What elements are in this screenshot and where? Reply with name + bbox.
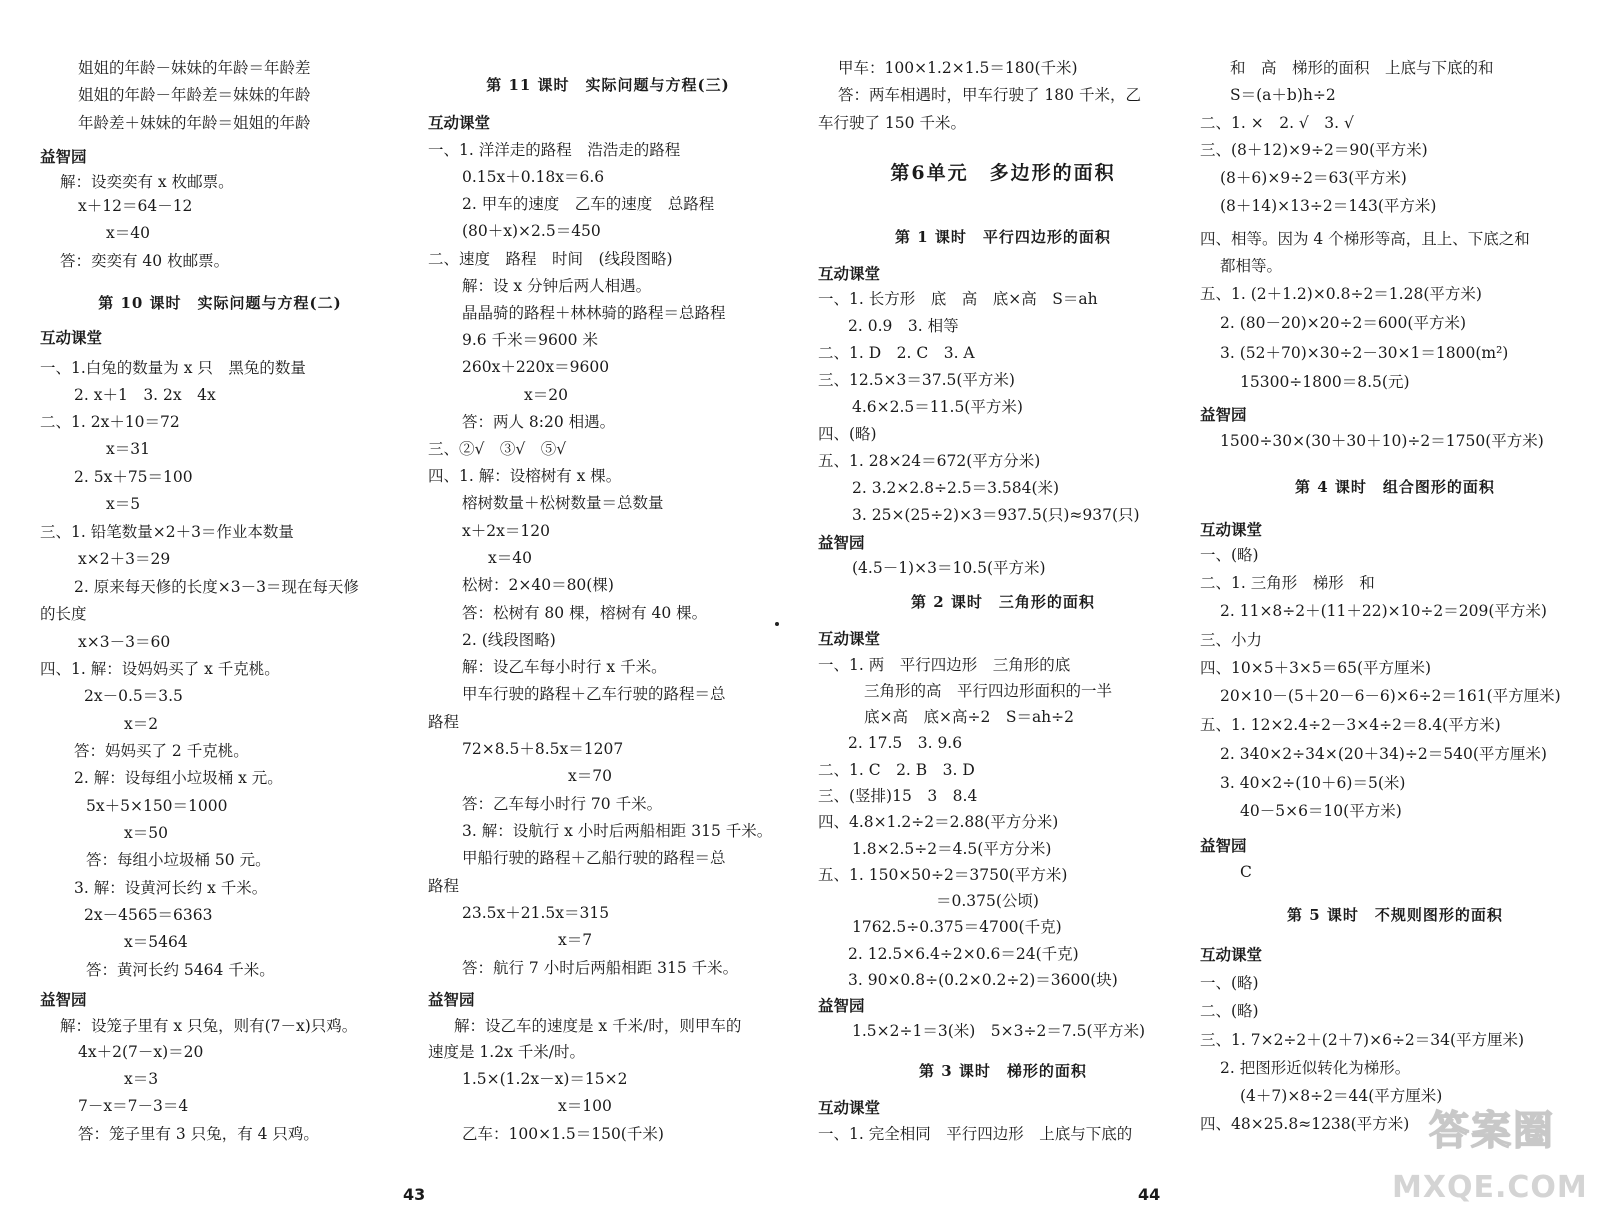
- answer-line: 五、1. 28×24＝672(平方分米): [818, 452, 1041, 470]
- answer-line: x＋12＝64－12: [78, 197, 193, 215]
- answer-line: 二、速度 路程 时间 (线段图略): [428, 250, 673, 268]
- answer-line: 2. 340×2÷34×(20＋34)÷2＝540(平方厘米): [1220, 745, 1547, 763]
- answer-line: 7－x＝7－3＝4: [78, 1097, 189, 1115]
- answer-line: 年龄差＋妹妹的年龄＝姐姐的年龄: [78, 114, 311, 132]
- answer-line: 2. 把图形近似转化为梯形。: [1220, 1059, 1411, 1077]
- answer-line: x＝5464: [124, 933, 188, 951]
- section-heading: 互动课堂: [1200, 945, 1263, 964]
- lesson-heading: 第 11 课时 实际问题与方程(三): [486, 76, 730, 94]
- answer-line: 三、②√ ③√ ⑤√: [428, 440, 567, 458]
- watermark-url: MXQE.COM: [1392, 1170, 1588, 1205]
- section-heading: 益智园: [1200, 405, 1247, 424]
- answer-line: 1.5×2÷1＝3(米) 5×3÷2＝7.5(平方米): [852, 1022, 1146, 1040]
- answer-line: 0.15x＋0.18x＝6.6: [462, 168, 605, 186]
- answer-line: 答：两人 8:20 相遇。: [462, 413, 616, 431]
- answer-line: 3. (52＋70)×30÷2－30×1＝1800(m²): [1220, 344, 1509, 362]
- answer-line: 1.5×(1.2x－x)＝15×2: [462, 1070, 628, 1088]
- answer-line: 晶晶骑的路程＋林林骑的路程＝总路程: [462, 304, 726, 322]
- answer-line: 40－5×6＝10(平方米): [1240, 802, 1402, 820]
- answer-line: 松树：2×40＝80(棵): [462, 576, 614, 594]
- answer-line: 甲车：100×1.2×1.5＝180(千米): [838, 59, 1078, 77]
- answer-line: 二、1. 2x＋10＝72: [40, 413, 180, 431]
- answer-line: 五、1. (2＋1.2)×0.8÷2＝1.28(平方米): [1200, 285, 1482, 303]
- answer-line: 路程: [428, 877, 460, 895]
- answer-line: 四、10×5＋3×5＝65(平方厘米): [1200, 659, 1432, 677]
- answer-line: 2. 甲车的速度 乙车的速度 总路程: [462, 195, 715, 213]
- answer-line: 一、1. 洋洋走的路程 浩浩走的路程: [428, 141, 681, 159]
- answer-line: 3. 90×0.8÷(0.2×0.2÷2)＝3600(块): [848, 971, 1118, 989]
- answer-line: 3. 40×2÷(10＋6)＝5(米): [1220, 774, 1406, 792]
- answer-line: 20×10－(5＋20－6－6)×6÷2＝161(平方厘米): [1220, 687, 1561, 705]
- answer-line: 五、1. 150×50÷2＝3750(平方米): [818, 866, 1068, 884]
- section-heading: 互动课堂: [818, 629, 881, 648]
- watermark-logo: 答案圈: [1429, 1107, 1555, 1154]
- answer-line: 甲车行驶的路程＋乙车行驶的路程＝总: [462, 685, 726, 703]
- lesson-heading: 第 1 课时 平行四边形的面积: [895, 228, 1111, 246]
- answer-line: 4.6×2.5＝11.5(平方米): [852, 398, 1023, 416]
- answer-line: 2. 解：设每组小垃圾桶 x 元。: [74, 769, 283, 787]
- answer-line: 一、(略): [1200, 974, 1259, 992]
- answer-line: 底×高 底×高÷2 S＝ah÷2: [864, 708, 1075, 726]
- section-heading: 益智园: [818, 996, 865, 1015]
- answer-line: 一、1.白兔的数量为 x 只 黑兔的数量: [40, 359, 306, 377]
- answer-line: x＝20: [524, 386, 568, 404]
- answer-line: 三、(8＋12)×9÷2＝90(平方米): [1200, 141, 1428, 159]
- answer-line: x＝5: [106, 495, 141, 513]
- section-heading: 互动课堂: [1200, 520, 1263, 539]
- answer-line: 3. 25×(25÷2)×3＝937.5(只)≈937(只): [852, 506, 1140, 524]
- answer-line: x＝40: [106, 224, 150, 242]
- answer-line: S＝(a＋b)h÷2: [1230, 86, 1336, 104]
- answer-line: 四、4.8×1.2÷2＝2.88(平方分米): [818, 813, 1059, 831]
- answer-line: 260x＋220x＝9600: [462, 358, 610, 376]
- answer-line: 答：妈妈买了 2 千克桃。: [74, 742, 249, 760]
- answer-line: 四、(略): [818, 425, 877, 443]
- answer-line: 1.8×2.5÷2＝4.5(平方分米): [852, 840, 1052, 858]
- answer-line: 速度是 1.2x 千米/时。: [428, 1043, 585, 1061]
- answer-line: (4＋7)×8÷2＝44(平方厘米): [1240, 1087, 1443, 1105]
- answer-line: 路程: [428, 713, 460, 731]
- answer-line: 2x－4565＝6363: [84, 906, 213, 924]
- answer-line: 答：航行 7 小时后两船相距 315 千米。: [462, 959, 739, 977]
- answer-line: x＝50: [124, 824, 168, 842]
- lesson-heading: 第 5 课时 不规则图形的面积: [1287, 906, 1503, 924]
- answer-line: 2. (80－20)×20÷2＝600(平方米): [1220, 314, 1466, 332]
- answer-line: C: [1240, 863, 1252, 881]
- watermark: [1390, 1088, 1590, 1208]
- answer-line: 3. 解：设航行 x 小时后两船相距 315 千米。: [462, 822, 773, 840]
- answer-line: 三、(竖排)15 3 8.4: [818, 787, 978, 805]
- answer-line: 解：设 x 分钟后两人相遇。: [462, 277, 652, 295]
- answer-line: 二、(略): [1200, 1002, 1259, 1020]
- answer-line: 三、1. 铅笔数量×2＋3＝作业本数量: [40, 523, 294, 541]
- answer-line: x＝40: [488, 549, 532, 567]
- answer-line: 2. 11×8÷2＋(11＋22)×10÷2＝209(平方米): [1220, 602, 1547, 620]
- answer-line: 5x＋5×150＝1000: [86, 797, 228, 815]
- section-heading: 互动课堂: [818, 1098, 881, 1117]
- answer-line: 3. 解：设黄河长约 x 千米。: [74, 879, 268, 897]
- lesson-heading: 第 4 课时 组合图形的面积: [1295, 478, 1495, 496]
- answer-line: 甲船行驶的路程＋乙船行驶的路程＝总: [462, 849, 726, 867]
- answer-line: (80＋x)×2.5＝450: [462, 222, 601, 240]
- answer-line: 解：设乙车的速度是 x 千米/时，则甲车的: [454, 1017, 742, 1035]
- answer-line: 姐姐的年龄－妹妹的年龄＝年龄差: [78, 59, 311, 77]
- answer-line: 答：每组小垃圾桶 50 元。: [86, 851, 271, 869]
- answer-line: 2. (线段图略): [462, 631, 556, 649]
- answer-line: 二、1. × 2. √ 3. √: [1200, 114, 1354, 132]
- answer-line: x＝70: [568, 767, 612, 785]
- answer-line: 2. 5x＋75＝100: [74, 468, 193, 486]
- section-heading: 互动课堂: [40, 328, 103, 347]
- answer-line: x＝31: [106, 440, 150, 458]
- section-heading: 益智园: [40, 990, 87, 1009]
- answer-line: x×2＋3＝29: [78, 550, 171, 568]
- answer-line: 四、1. 解：设榕树有 x 棵。: [428, 467, 622, 485]
- lesson-heading: 第 2 课时 三角形的面积: [911, 593, 1095, 611]
- section-heading: 益智园: [40, 147, 87, 166]
- answer-line: 2. 3.2×2.8÷2.5＝3.584(米): [852, 479, 1060, 497]
- answer-line: x＝2: [124, 715, 159, 733]
- answer-line: 1500÷30×(30＋30＋10)÷2＝1750(平方米): [1220, 432, 1544, 450]
- answer-line: 2. 12.5×6.4÷2×0.6＝24(千克): [848, 945, 1079, 963]
- answer-line: 五、1. 12×2.4÷2－3×4÷2＝8.4(平方米): [1200, 716, 1501, 734]
- answer-line: x＝7: [558, 931, 593, 949]
- answer-line: x＋2x＝120: [462, 522, 550, 540]
- lesson-heading: 第 3 课时 梯形的面积: [919, 1062, 1087, 1080]
- answer-line: 1762.5÷0.375＝4700(千克): [852, 918, 1062, 936]
- answer-line: 榕树数量＋松树数量＝总数量: [462, 494, 664, 512]
- answer-line: 4x＋2(7－x)＝20: [78, 1043, 204, 1061]
- answer-line: 9.6 千米＝9600 米: [462, 331, 598, 349]
- answer-line: 答：乙车每小时行 70 千米。: [462, 795, 663, 813]
- answer-line: 答：奕奕有 40 枚邮票。: [60, 252, 230, 270]
- answer-line: 三、1. 7×2÷2＋(2＋7)×6÷2＝34(平方厘米): [1200, 1031, 1525, 1049]
- answer-line: ＝0.375(公顷): [936, 892, 1039, 910]
- answer-line: 和 高 梯形的面积 上底与下底的和: [1230, 59, 1494, 77]
- section-heading: 益智园: [1200, 836, 1247, 855]
- answer-line: 四、48×25.8≈1238(平方米): [1200, 1115, 1410, 1133]
- answer-line: 解：设乙车每小时行 x 千米。: [462, 658, 667, 676]
- answer-line: 72×8.5＋8.5x＝1207: [462, 740, 624, 758]
- answer-line: 一、1. 两 平行四边形 三角形的底: [818, 656, 1071, 674]
- answer-line: 23.5x＋21.5x＝315: [462, 904, 610, 922]
- answer-line: 答：松树有 80 棵，榕树有 40 棵。: [462, 604, 708, 622]
- section-heading: 互动课堂: [428, 113, 491, 132]
- answer-line: 姐姐的年龄－年龄差＝妹妹的年龄: [78, 86, 311, 104]
- answer-line: 的长度: [40, 605, 87, 623]
- speck: [775, 622, 779, 626]
- answer-line: 乙车：100×1.5＝150(千米): [462, 1125, 664, 1143]
- answer-line: 四、1. 解：设妈妈买了 x 千克桃。: [40, 660, 280, 678]
- unit-heading: 第6单元 多边形的面积: [890, 162, 1116, 184]
- answer-line: 车行驶了 150 千米。: [818, 114, 966, 132]
- answer-line: 答：黄河长约 5464 千米。: [86, 961, 275, 979]
- answer-line: 答：两车相遇时，甲车行驶了 180 千米，乙: [838, 86, 1141, 104]
- answer-line: 一、1. 长方形 底 高 底×高 S＝ah: [818, 290, 1098, 308]
- answer-line: x＝100: [558, 1097, 612, 1115]
- answer-line: 四、相等。因为 4 个梯形等高，且上、下底之和: [1200, 230, 1530, 248]
- answer-line: 二、1. 三角形 梯形 和: [1200, 574, 1375, 592]
- section-heading: 益智园: [428, 990, 475, 1009]
- answer-line: 2. x＋1 3. 2x 4x: [74, 386, 216, 404]
- answer-line: 都相等。: [1220, 257, 1283, 275]
- lesson-heading: 第 10 课时 实际问题与方程(二): [98, 294, 342, 312]
- answer-line: 二、1. D 2. C 3. A: [818, 344, 975, 362]
- answer-line: 三、小力: [1200, 631, 1263, 649]
- answer-line: 一、(略): [1200, 546, 1259, 564]
- answer-line: 2. 原来每天修的长度×3－3＝现在每天修: [74, 578, 359, 596]
- answer-line: 三角形的高 平行四边形面积的一半: [864, 682, 1113, 700]
- section-heading: 益智园: [818, 533, 865, 552]
- answer-line: 解：设笼子里有 x 只兔，则有(7－x)只鸡。: [60, 1017, 358, 1035]
- answer-line: 二、1. C 2. B 3. D: [818, 761, 975, 779]
- answer-line: 解：设奕奕有 x 枚邮票。: [60, 173, 234, 191]
- answer-line: 2. 17.5 3. 9.6: [848, 734, 963, 752]
- page-number-left: 43: [403, 1185, 426, 1204]
- answer-line: 15300÷1800＝8.5(元): [1240, 373, 1410, 391]
- answer-line: 一、1. 完全相同 平行四边形 上底与下底的: [818, 1125, 1133, 1143]
- section-heading: 互动课堂: [818, 264, 881, 283]
- answer-line: 2x－0.5＝3.5: [84, 687, 183, 705]
- page-number-right: 44: [1138, 1185, 1161, 1204]
- answer-line: (8＋14)×13÷2＝143(平方米): [1220, 197, 1437, 215]
- answer-line: 三、12.5×3＝37.5(平方米): [818, 371, 1015, 389]
- answer-line: (8＋6)×9÷2＝63(平方米): [1220, 169, 1407, 187]
- answer-line: 答：笼子里有 3 只兔，有 4 只鸡。: [78, 1125, 319, 1143]
- answer-line: 2. 0.9 3. 相等: [848, 317, 959, 335]
- answer-line: x＝3: [124, 1070, 159, 1088]
- answer-line: (4.5－1)×3＝10.5(平方米): [852, 559, 1046, 577]
- answer-line: x×3－3＝60: [78, 633, 171, 651]
